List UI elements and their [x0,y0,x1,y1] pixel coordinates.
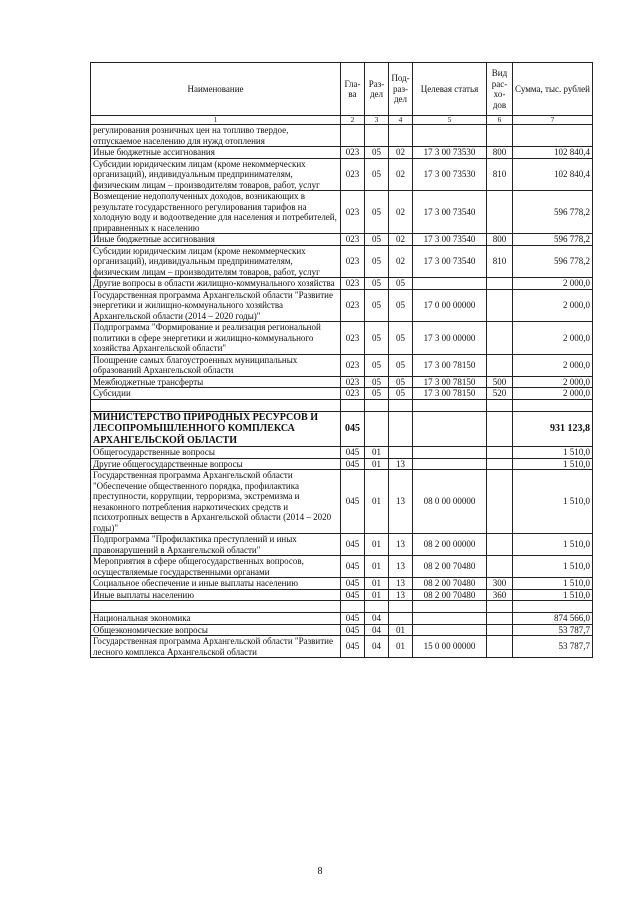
cell-glava: 023 [341,234,365,246]
table-spacer-row [91,601,593,613]
column-number-row [91,116,593,125]
cell-sum: 2 000,0 [513,289,593,322]
cell-glava [341,399,365,411]
table-row [91,191,593,234]
cell-vid: 520 [487,388,513,400]
cell-razdel: 05 [365,322,389,355]
cell-name: Мероприятия в сфере общегосударственных вопросов, осуществляемые государственными органами [91,556,341,578]
cell-sum: 1 510,0 [513,556,593,578]
cell-sum: 102 840,4 [513,158,593,191]
cell-target: 15 0 00 00000 [413,636,487,658]
cell-vid [487,278,513,290]
cell-razdel: 04 [365,624,389,636]
cell-podrazdel: 05 [389,322,413,355]
cell-sum: 2 000,0 [513,278,593,290]
cell-vid [487,411,513,447]
cell-name: Иные бюджетные ассигнования [91,234,341,246]
cell-sum: 1 510,0 [513,470,593,534]
cell-name: Поощрение самых благоустроенных муниципальных образований Архангельской области [91,354,341,376]
table-row [91,556,593,578]
cell-name: Подпрограмма "Формирование и реализация региональной политики в сфере энергетики и жилищно-коммунального хозяйства Архангельской области" [91,322,341,355]
table-header-row [91,63,593,116]
table-row [91,234,593,246]
cell-name: Социальное обеспечение и иные выплаты населению [91,578,341,590]
cell-glava: 045 [341,624,365,636]
header-razdel: Раз-дел [365,63,389,116]
cell-vid [487,322,513,355]
table-row [91,534,593,556]
cell-name: Подпрограмма "Профилактика преступлений и иных правонарушений в Архангельской области" [91,534,341,556]
cell-target [413,125,487,147]
cell-sum: 1 510,0 [513,534,593,556]
cell-vid [487,624,513,636]
cell-razdel: 01 [365,470,389,534]
cell-name: Субсидии [91,388,341,400]
table-spacer-row [91,399,593,411]
cell-sum: 596 778,2 [513,234,593,246]
cell-podrazdel: 05 [389,354,413,376]
header-target: Целевая статья [413,63,487,116]
cell-glava: 023 [341,376,365,388]
cell-glava: 045 [341,613,365,625]
cell-name: Государственная программа Архангельской области "Обеспечение общественного порядка, профилактика преступности, коррупции, терроризма, экстремизма и незаконного потребления наркотических средств и психотропных веществ в Архангельской области (2014 – 2020 годы)" [91,470,341,534]
cell-vid: 300 [487,578,513,590]
colnum-2: 2 [341,116,365,125]
cell-target: 17 3 00 73540 [413,234,487,246]
cell-name: Национальная экономика [91,613,341,625]
cell-target: 17 3 00 78150 [413,388,487,400]
cell-target: 08 2 00 70480 [413,589,487,601]
cell-glava [341,601,365,613]
cell-razdel: 01 [365,589,389,601]
cell-razdel: 05 [365,354,389,376]
cell-razdel: 05 [365,388,389,400]
cell-target: 17 3 00 00000 [413,322,487,355]
cell-vid: 500 [487,376,513,388]
cell-target: 17 3 00 73530 [413,158,487,191]
cell-vid [487,289,513,322]
cell-vid: 810 [487,245,513,278]
cell-razdel [365,601,389,613]
cell-razdel: 05 [365,245,389,278]
cell-target [413,601,487,613]
cell-sum: 931 123,8 [513,411,593,447]
cell-sum: 2 000,0 [513,322,593,355]
cell-vid [487,534,513,556]
cell-name: Государственная программа Архангельской области "Развитие лесного комплекса Архангельской области [91,636,341,658]
cell-razdel: 04 [365,636,389,658]
cell-target: 08 2 00 70480 [413,556,487,578]
table-row [91,158,593,191]
cell-razdel: 05 [365,147,389,159]
cell-razdel [365,125,389,147]
cell-sum: 596 778,2 [513,245,593,278]
cell-name: Общегосударственные вопросы [91,447,341,459]
cell-podrazdel: 05 [389,278,413,290]
colnum-7: 7 [513,116,593,125]
cell-razdel: 05 [365,289,389,322]
cell-podrazdel [389,613,413,625]
cell-razdel: 01 [365,578,389,590]
cell-podrazdel: 05 [389,289,413,322]
cell-sum: 2 000,0 [513,376,593,388]
cell-target [413,447,487,459]
table-row [91,470,593,534]
table-row [91,147,593,159]
cell-podrazdel: 05 [389,376,413,388]
cell-target [413,624,487,636]
cell-podrazdel: 13 [389,589,413,601]
cell-podrazdel: 05 [389,388,413,400]
table-row [91,411,593,447]
cell-name: Субсидии юридическим лицам (кроме некоммерческих организаций), индивидуальным предпринимателям, физическим лицам – производителям товаров, работ, услуг [91,245,341,278]
cell-sum: 1 510,0 [513,589,593,601]
cell-razdel: 05 [365,158,389,191]
cell-razdel: 01 [365,534,389,556]
cell-glava: 045 [341,411,365,447]
cell-razdel: 01 [365,458,389,470]
cell-podrazdel [389,399,413,411]
table-row [91,289,593,322]
cell-glava: 023 [341,191,365,234]
cell-podrazdel: 13 [389,578,413,590]
cell-sum: 102 840,4 [513,147,593,159]
table-row [91,447,593,459]
header-podrazdel: Под-раз-дел [389,63,413,116]
cell-glava: 045 [341,589,365,601]
cell-razdel: 05 [365,376,389,388]
cell-podrazdel: 02 [389,158,413,191]
cell-sum [513,601,593,613]
cell-name: Общеэкономические вопросы [91,624,341,636]
cell-vid [487,191,513,234]
cell-podrazdel [389,411,413,447]
cell-sum: 53 787,7 [513,636,593,658]
cell-glava: 045 [341,534,365,556]
cell-vid [487,458,513,470]
colnum-5: 5 [413,116,487,125]
header-vid: Вид рас-хо-дов [487,63,513,116]
cell-vid [487,354,513,376]
cell-sum [513,125,593,147]
cell-sum [513,399,593,411]
cell-name: Иные выплаты населению [91,589,341,601]
cell-razdel [365,399,389,411]
cell-podrazdel: 13 [389,534,413,556]
table-row [91,278,593,290]
cell-glava: 023 [341,158,365,191]
cell-glava: 045 [341,458,365,470]
cell-target: 17 3 00 73540 [413,245,487,278]
cell-name: Государственная программа Архангельской области "Развитие энергетики и жилищно-коммунального хозяйства Архангельской области (2014 – 2020 годы)" [91,289,341,322]
cell-sum: 53 787,7 [513,624,593,636]
cell-name: МИНИСТЕРСТВО ПРИРОДНЫХ РЕСУРСОВ И ЛЕСОПРОМЫШЛЕННОГО КОМПЛЕКСА АРХАНГЕЛЬСКОЙ ОБЛАСТИ [91,411,341,447]
cell-name: Другие общегосударственные вопросы [91,458,341,470]
cell-name [91,399,341,411]
table-row [91,125,593,147]
cell-target [413,278,487,290]
header-sum: Сумма, тыс. рублей [513,63,593,116]
cell-name: Межбюджетные трансферты [91,376,341,388]
cell-vid [487,125,513,147]
cell-razdel: 05 [365,234,389,246]
cell-vid [487,556,513,578]
table-row [91,636,593,658]
cell-sum: 1 510,0 [513,578,593,590]
cell-name: Возмещение недополученных доходов, возникающих в результате государственного регулирования тарифов на холодную воду и водоотведение для населения и потребителей, приравненных к населению [91,191,341,234]
cell-target: 17 3 00 78150 [413,376,487,388]
cell-glava: 045 [341,556,365,578]
cell-glava: 023 [341,322,365,355]
cell-podrazdel: 01 [389,624,413,636]
cell-podrazdel: 13 [389,458,413,470]
cell-razdel [365,411,389,447]
cell-target: 08 2 00 00000 [413,534,487,556]
cell-sum: 596 778,2 [513,191,593,234]
cell-podrazdel: 02 [389,191,413,234]
cell-vid: 360 [487,589,513,601]
cell-name: Иные бюджетные ассигнования [91,147,341,159]
cell-podrazdel [389,601,413,613]
cell-razdel: 01 [365,556,389,578]
cell-sum: 2 000,0 [513,388,593,400]
cell-glava: 045 [341,470,365,534]
cell-podrazdel [389,125,413,147]
cell-target [413,613,487,625]
table-row [91,578,593,590]
colnum-6: 6 [487,116,513,125]
table-row [91,245,593,278]
cell-vid [487,601,513,613]
cell-target: 17 0 00 00000 [413,289,487,322]
cell-glava: 045 [341,578,365,590]
cell-name: Субсидии юридическим лицам (кроме некоммерческих организаций), индивидуальным предпринимателям, физическим лицам – производителям товаров, работ, услуг [91,158,341,191]
cell-glava: 023 [341,388,365,400]
cell-target [413,458,487,470]
cell-sum: 874 566,0 [513,613,593,625]
cell-podrazdel: 02 [389,234,413,246]
cell-target: 08 2 00 70480 [413,578,487,590]
cell-vid [487,399,513,411]
cell-glava: 045 [341,447,365,459]
page-number: 8 [317,866,323,877]
cell-razdel: 04 [365,613,389,625]
cell-name: регулирования розничных цен на топливо твердое, отпускаемое населению для нужд отопления [91,125,341,147]
cell-razdel: 01 [365,447,389,459]
cell-glava: 023 [341,278,365,290]
table-row [91,354,593,376]
header-glava: Гла-ва [341,63,365,116]
cell-name [91,601,341,613]
cell-vid [487,613,513,625]
header-name: Наименование [91,63,341,116]
cell-podrazdel: 02 [389,147,413,159]
cell-sum: 2 000,0 [513,354,593,376]
cell-vid: 800 [487,234,513,246]
cell-vid [487,636,513,658]
cell-sum: 1 510,0 [513,447,593,459]
cell-target: 17 3 00 73540 [413,191,487,234]
cell-glava: 023 [341,289,365,322]
cell-podrazdel: 13 [389,556,413,578]
cell-vid: 810 [487,158,513,191]
table-row [91,624,593,636]
cell-vid [487,447,513,459]
cell-name: Другие вопросы в области жилищно-коммунального хозяйства [91,278,341,290]
colnum-3: 3 [365,116,389,125]
cell-glava [341,125,365,147]
cell-vid: 800 [487,147,513,159]
table-row [91,388,593,400]
cell-glava: 023 [341,245,365,278]
cell-razdel: 05 [365,278,389,290]
cell-razdel: 05 [365,191,389,234]
cell-podrazdel: 01 [389,636,413,658]
table-row [91,613,593,625]
cell-vid [487,470,513,534]
cell-glava: 023 [341,354,365,376]
cell-sum: 1 510,0 [513,458,593,470]
table-row [91,322,593,355]
cell-podrazdel: 02 [389,245,413,278]
cell-glava: 045 [341,636,365,658]
cell-target: 17 3 00 73530 [413,147,487,159]
colnum-1: 1 [91,116,341,125]
table-row [91,589,593,601]
cell-target [413,399,487,411]
table-body [91,125,593,658]
table-row [91,458,593,470]
cell-podrazdel [389,447,413,459]
cell-target: 08 0 00 00000 [413,470,487,534]
cell-podrazdel: 13 [389,470,413,534]
cell-target: 17 3 00 78150 [413,354,487,376]
colnum-4: 4 [389,116,413,125]
budget-table [90,62,593,658]
cell-target [413,411,487,447]
table-row [91,376,593,388]
cell-glava: 023 [341,147,365,159]
